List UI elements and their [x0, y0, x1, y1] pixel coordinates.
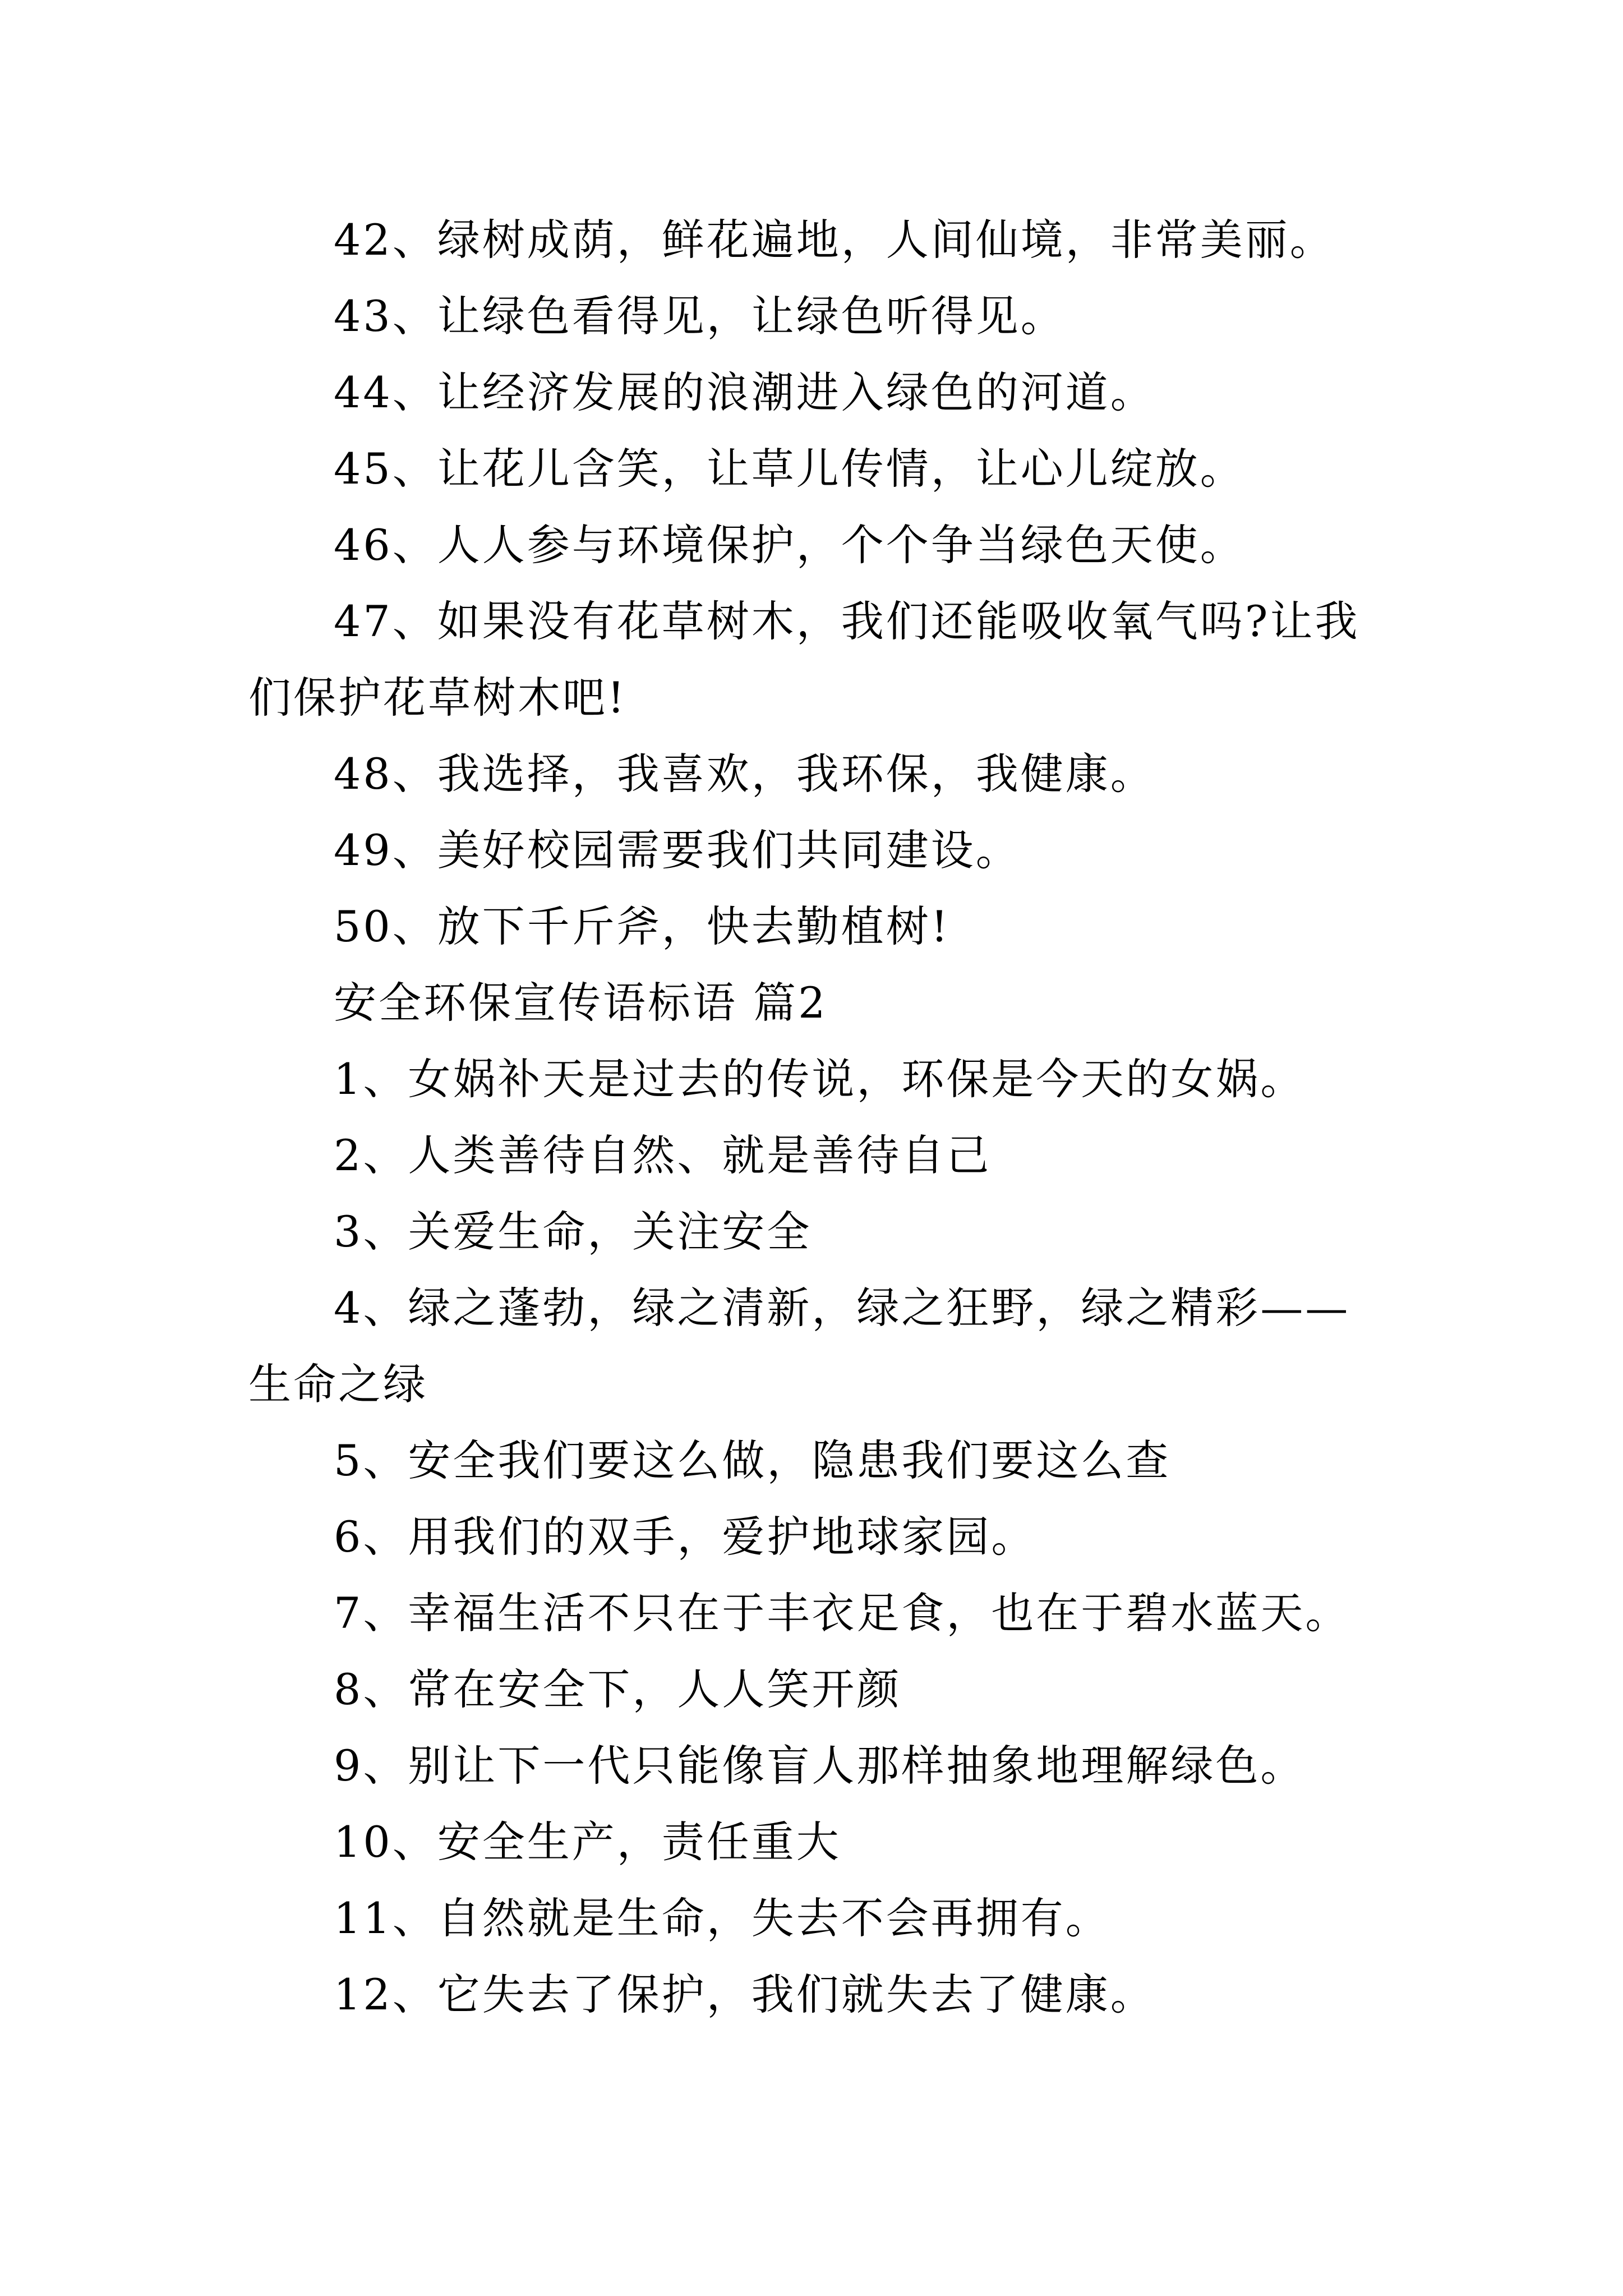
- slogan-8: 8、常在安全下，人人笑开颜: [334, 1664, 902, 1714]
- slogan-5: 5、安全我们要这么做，隐患我们要这么查: [334, 1435, 1171, 1485]
- slogan-46: 46、人人参与环境保护，个个争当绿色天使。: [334, 520, 1245, 570]
- slogan-42: 42、绿树成荫，鲜花遍地，人间仙境，非常美丽。: [334, 215, 1335, 265]
- slogan-3: 3、关爱生命，关注安全: [334, 1207, 812, 1257]
- slogan-7: 7、幸福生活不只在于丰衣足食，也在于碧水蓝天。: [334, 1588, 1350, 1638]
- slogan-12: 12、它失去了保护，我们就失去了健康。: [334, 1970, 1155, 2019]
- slogan-6: 6、用我们的双手，爱护地球家园。: [334, 1512, 1036, 1562]
- slogan-43: 43、让绿色看得见，让绿色听得见。: [334, 291, 1066, 341]
- slogan-47: 47、如果没有花草树木，我们还能吸收氧气吗?让我们保护花草树木吧!: [248, 596, 1360, 723]
- slogan-50: 50、放下千斤斧，快去勤植树!: [334, 901, 951, 951]
- document-body: [248, 202, 1376, 2033]
- slogan-48: 48、我选择，我喜欢，我环保，我健康。: [334, 749, 1155, 799]
- slogan-44: 44、让经济发展的浪潮进入绿色的河道。: [334, 367, 1155, 417]
- slogan-4: 4、绿之蓬勃，绿之清新，绿之狂野，绿之精彩——生命之绿: [248, 1283, 1350, 1409]
- section-heading: 安全环保宣传语标语 篇2: [334, 978, 828, 1028]
- slogan-45: 45、让花儿含笑，让草儿传情，让心儿绽放。: [334, 444, 1245, 494]
- slogan-9: 9、别让下一代只能像盲人那样抽象地理解绿色。: [334, 1741, 1306, 1791]
- slogan-2: 2、人类善待自然、就是善待自己: [334, 1130, 992, 1180]
- slogan-49: 49、美好校园需要我们共同建设。: [334, 825, 1021, 875]
- slogan-1: 1、女娲补天是过去的传说，环保是今天的女娲。: [334, 1054, 1306, 1104]
- slogan-10: 10、安全生产，责任重大: [334, 1817, 841, 1867]
- slogan-11: 11、自然就是生命，失去不会再拥有。: [334, 1893, 1110, 1943]
